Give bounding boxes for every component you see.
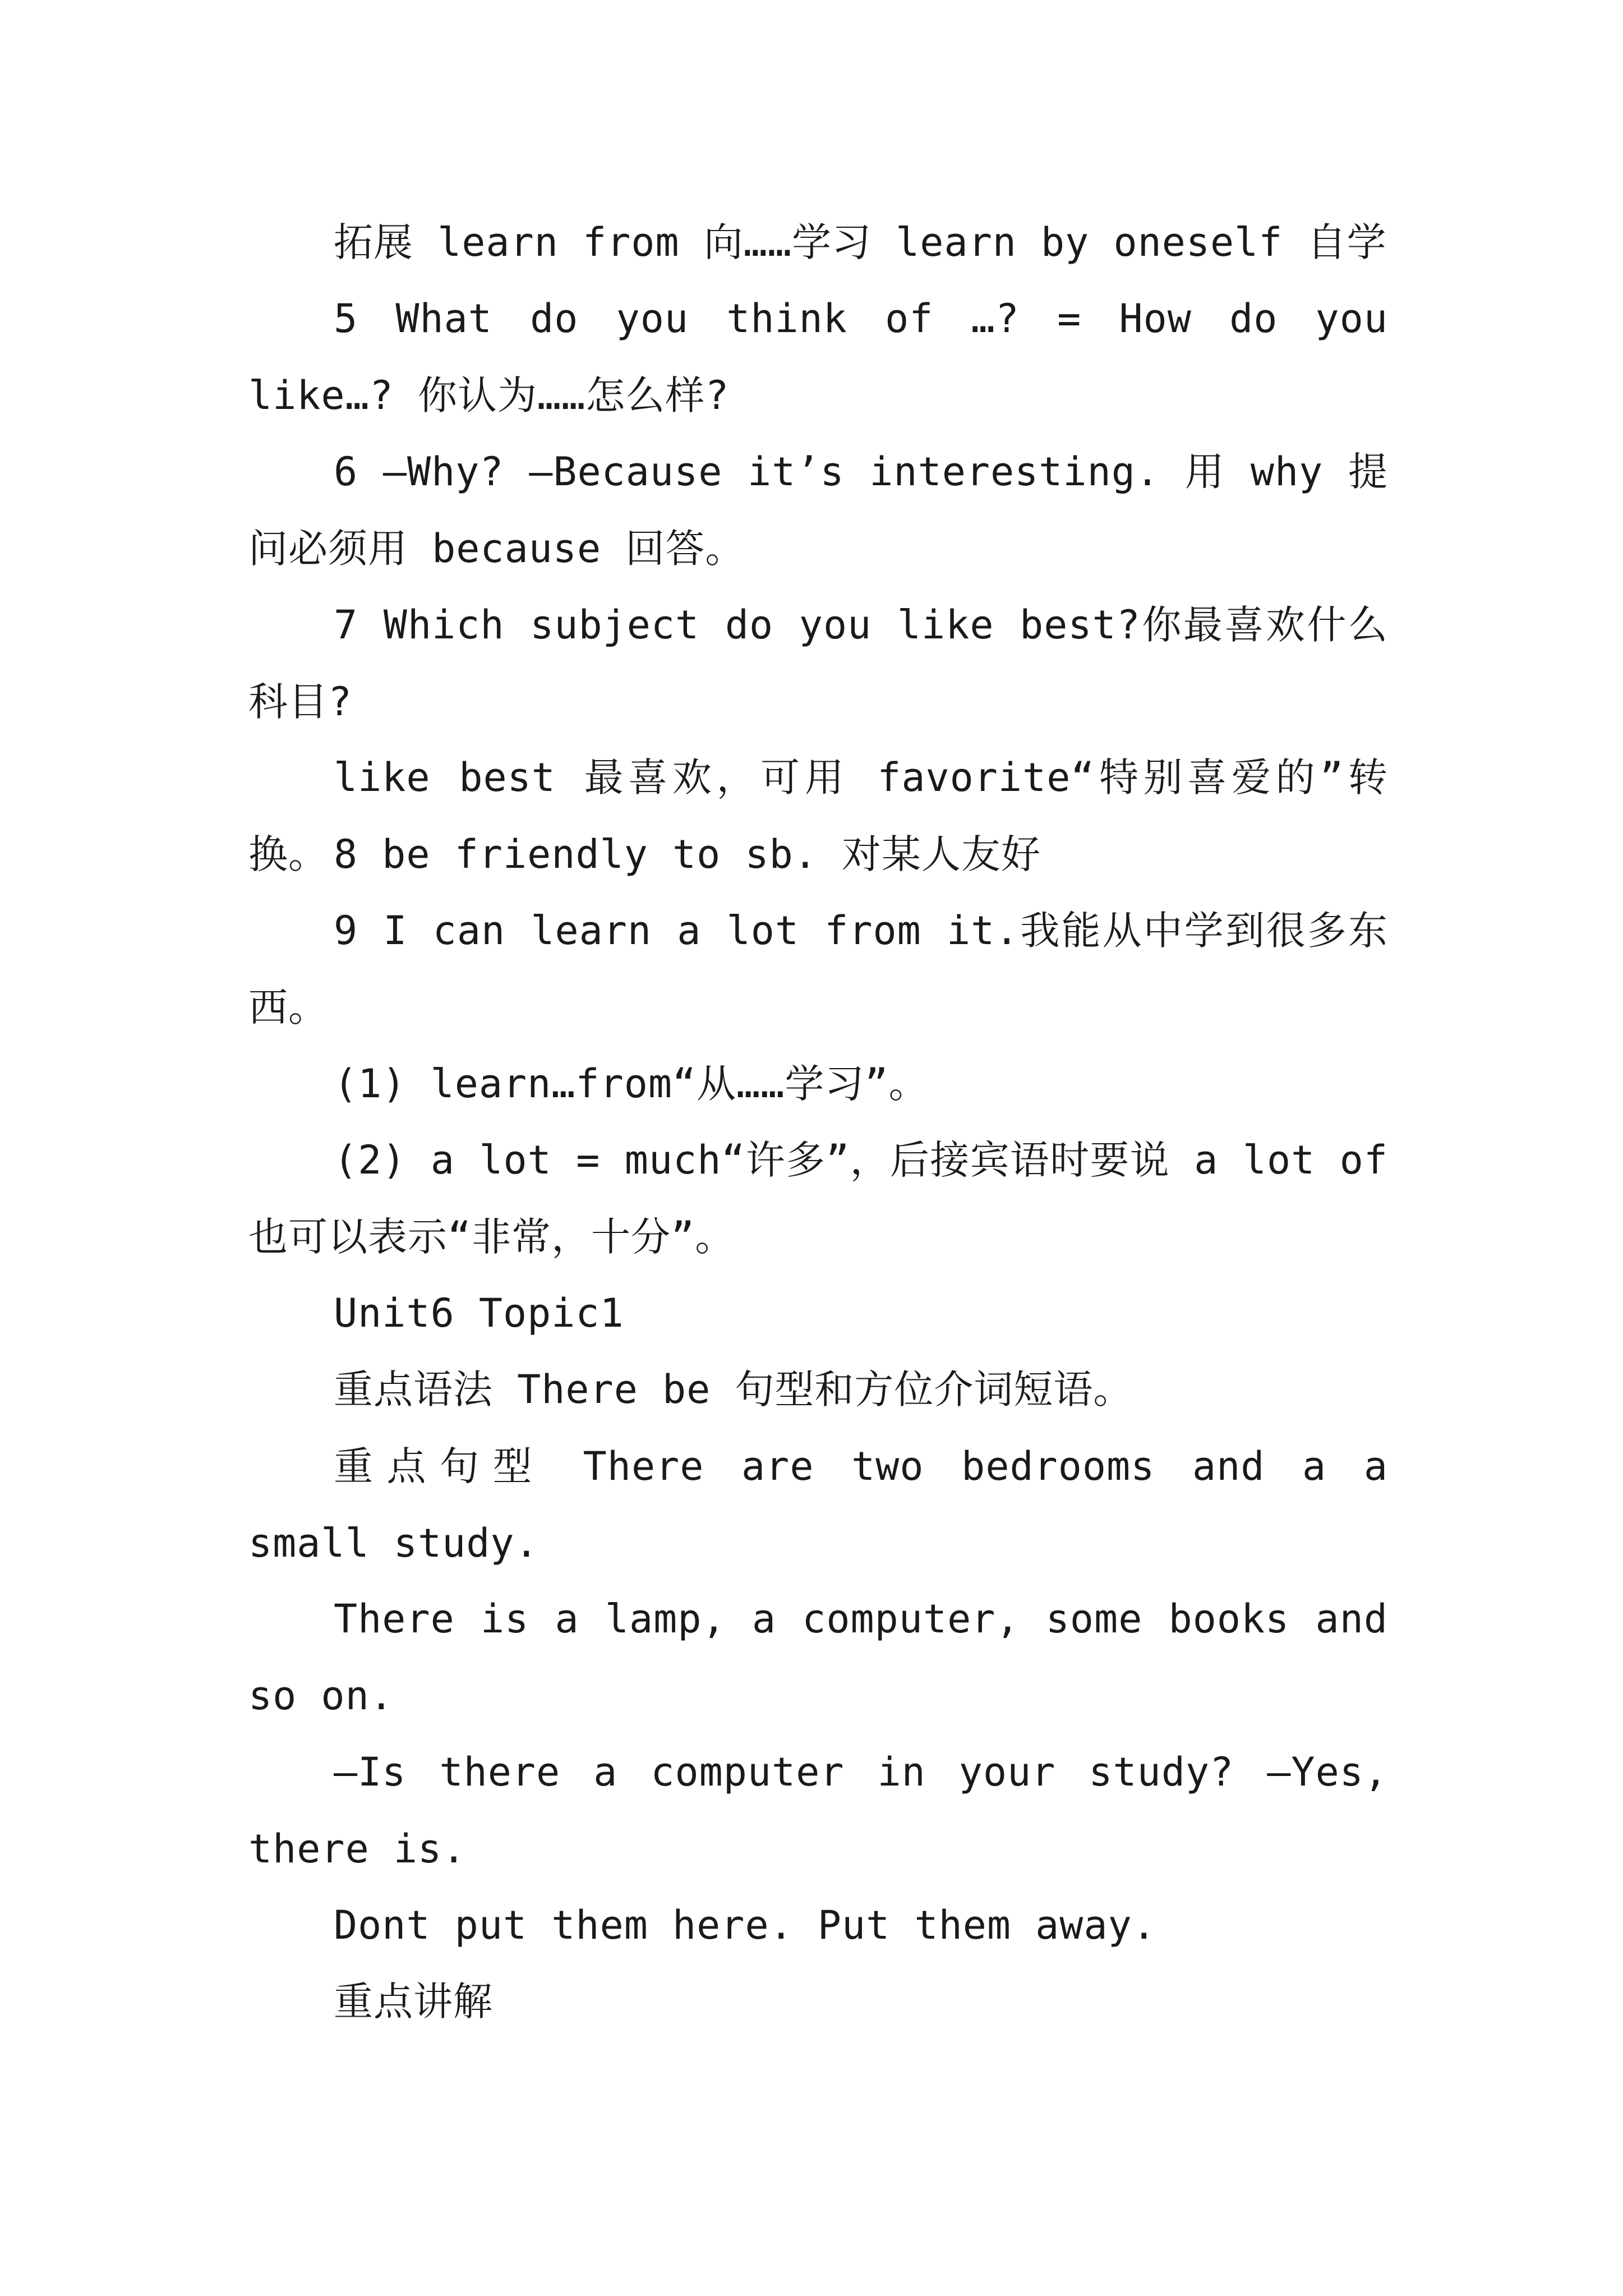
paragraph-example-lamp: There is a lamp, a computer, some books and so on. [248,1596,1413,1719]
paragraph-item-7: 7 Which subject do you like best?你最喜欢什么科目? [248,602,1388,725]
paragraph-like-best: like best 最喜欢，可用 favorite“特别喜爱的”转换。 [248,754,1388,877]
paragraph-key-sentences: 重点句型 There are two bedrooms and a a small study. [248,1443,1413,1566]
paragraph-learn-from: 拓展 learn from 向……学习 learn by oneself 自学 [334,219,1387,265]
paragraph-note-2: (2) a lot = much“许多”，后接宾语时要说 a lot of 也可以表示“非常，十分”。 [248,1137,1413,1260]
paragraph-note-1: (1) learn…from“从……学习”。 [334,1061,929,1107]
paragraph-example-put-away: Dont put them here. Put them away. [334,1902,1156,1948]
paragraph-example-computer: —Is there a computer in your study? —Yes, there is. [248,1749,1413,1872]
paragraph-key-grammar: 重点语法 There be 句型和方位介词短语。 [334,1366,1133,1412]
paragraph-item-6: 6 —Why? —Because it’s interesting. 用 why 提问必须用 because 回答。 [248,449,1388,572]
paragraph-item-9: 9 I can learn a lot from it.我能从中学到很多东西。 [248,908,1388,1030]
paragraph-key-explanation: 重点讲解 [334,1978,493,2024]
section-heading-unit6-topic1: Unit6 Topic1 [334,1290,624,1336]
paragraph-item-8: 8 be friendly to sb. 对某人友好 [334,831,1041,877]
paragraph-item-5: 5 What do you think of …? = How do you like…? 你认为……怎么样? [248,296,1413,418]
